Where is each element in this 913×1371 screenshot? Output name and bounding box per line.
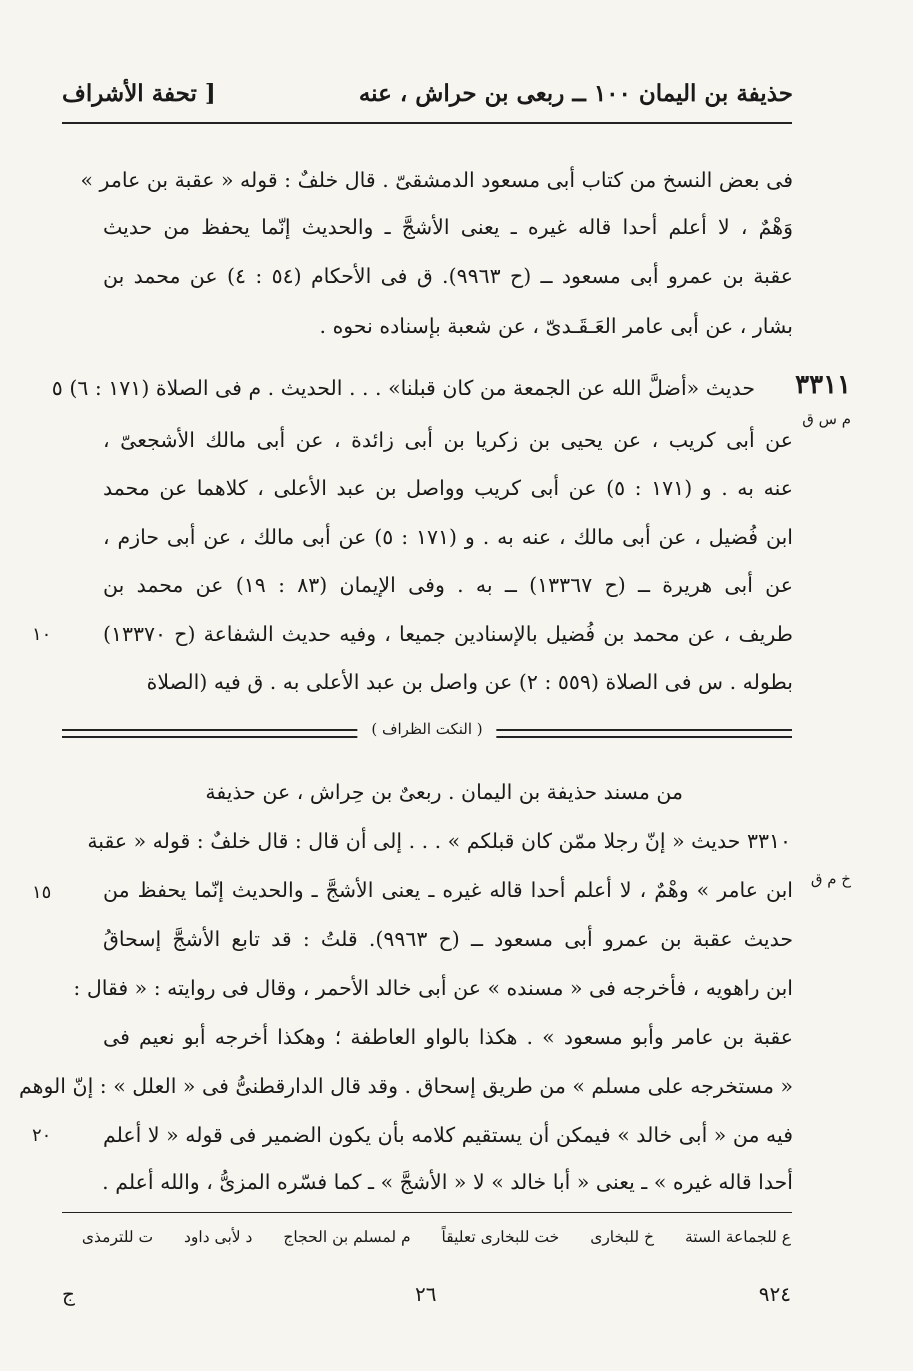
text-line: ابن عامر » وهْمٌ ، لا أعلم أحدا قاله غيره ـ يعنى الأشجَّ ـ والحديث إنّما يحفظ من <box>103 878 793 902</box>
section-heading: من مسند حذيفة بن اليمان . ربعىٌ بن حِراش ، عن حذيفة <box>205 780 683 804</box>
section-divider <box>62 722 792 744</box>
abbr-item: ع للجماعة الستة <box>684 1228 791 1246</box>
volume-mark: ج <box>62 1282 75 1306</box>
text-line: حديث «أضلَّ الله عن الجمعة من كان قبلنا» . . . الحديث . م فى الصلاة (١٧١ : ٦) ٥ <box>51 376 755 400</box>
text-line: ابن فُضيل ، عن أبى مالك ، عنه به . و (١٧١ : ٥) عن أبى مالك ، عن أبى حازم ، <box>103 525 793 549</box>
text-line: عنه به . و (١٧١ : ٥) عن أبى كريب وواصل بن عبد الأعلى ، كلاهما عن محمد <box>103 476 793 500</box>
abbr-item: م لمسلم بن الحجاج <box>283 1228 411 1246</box>
text-line: فيه من « أبى خالد » فيمكن أن يستقيم كلامه بأن يكون الضمير فى قوله « لا أعلم <box>103 1123 793 1147</box>
text-line: بشار ، عن أبى عامر العَـقَـدىّ ، عن شعبة بإسناده نحوه . <box>319 314 793 338</box>
text-line: عن أبى هريرة ــ (ح ١٣٣٦٧) ــ به . وفى الإيمان (٨٣ : ١٩) عن محمد بن <box>103 573 793 597</box>
text-line: وَهْمٌ ، لا أعلم أحدا قاله غيره ـ يعنى الأشجَّ ـ والحديث إنّما يحفظ من حديث <box>103 215 793 239</box>
running-header-right: حذيفة بن اليمان ١٠٠ ــ ربعى بن حراش ، عنه <box>358 80 793 107</box>
abbr-item: ت للترمذى <box>81 1228 154 1246</box>
entry-number: ٣٣١١ <box>795 370 851 400</box>
page-number-center: ٢٦ <box>415 1282 437 1306</box>
entry-sigla: م س ق <box>802 410 851 428</box>
text-line: « مستخرجه على مسلم » من طريق إسحاق . وقد قال الدارقطنىُّ فى « العلل » : إنّ الوهم <box>19 1074 793 1098</box>
abbr-item: د لأبى داود <box>184 1228 253 1246</box>
line-number-20: ٢٠ <box>32 1125 52 1146</box>
page-number-right: ٩٢٤ <box>758 1282 791 1306</box>
text-line: عقبة بن عامر وأبو مسعود » . هكذا بالواو العاطفة ؛ وهكذا أخرجه أبو نعيم فى <box>103 1025 793 1049</box>
running-header-left: [ تحفة الأشراف <box>62 80 216 107</box>
abbr-item: خ للبخارى <box>590 1228 654 1246</box>
text-line: ابن راهويه ، فأخرجه فى « مسنده » عن أبى خالد الأحمر ، وقال فى روايته : « فقال : <box>73 976 793 1000</box>
divider-label: ( النكت الظراف ) <box>357 720 496 738</box>
text-line: ٣٣١٠ حديث « إنّ رجلا ممّن كان قبلكم » . . . إلى أن قال : قال خلفٌ : قوله « عقبة <box>87 829 791 853</box>
header-rule <box>62 122 792 124</box>
text-line: أحدا قاله غيره » ـ يعنى « أبا خالد » لا « الأشجَّ » ـ كما فسّره المزىُّ ، والله أعلم . <box>102 1170 793 1194</box>
line-number-15: ١٥ <box>32 882 52 903</box>
footer-rule <box>62 1212 792 1213</box>
entry-sigla: خ م ق <box>810 870 851 888</box>
text-line: فى بعض النسخ من كتاب أبى مسعود الدمشقىّ . قال خلفٌ : قوله « عقبة بن عامر » <box>80 168 793 192</box>
abbr-item: خت للبخارى تعليقاً <box>441 1228 560 1246</box>
abbreviation-key <box>81 1228 791 1246</box>
text-line: طريف ، عن محمد بن فُضيل بالإسنادين جميعا ، وفيه حديث الشفاعة (ح ١٣٣٧٠) <box>103 622 793 646</box>
text-line: عن أبى كريب ، عن يحيى بن زكريا بن أبى زائدة ، عن أبى مالك الأشجعىّ ، <box>103 428 793 452</box>
text-line: عقبة بن عمرو أبى مسعود ــ (ح ٩٩٦٣). ق فى الأحكام (٥٤ : ٤) عن محمد بن <box>103 264 793 288</box>
text-line: بطوله . س فى الصلاة (٥٥٩ : ٢) عن واصل بن عبد الأعلى به . ق فيه (الصلاة <box>146 670 793 694</box>
line-number-10: ١٠ <box>32 624 52 645</box>
text-line: حديث عقبة بن عمرو أبى مسعود ــ (ح ٩٩٦٣). قلتُ : قد تابع الأشجَّ إسحاقُ <box>103 927 794 951</box>
